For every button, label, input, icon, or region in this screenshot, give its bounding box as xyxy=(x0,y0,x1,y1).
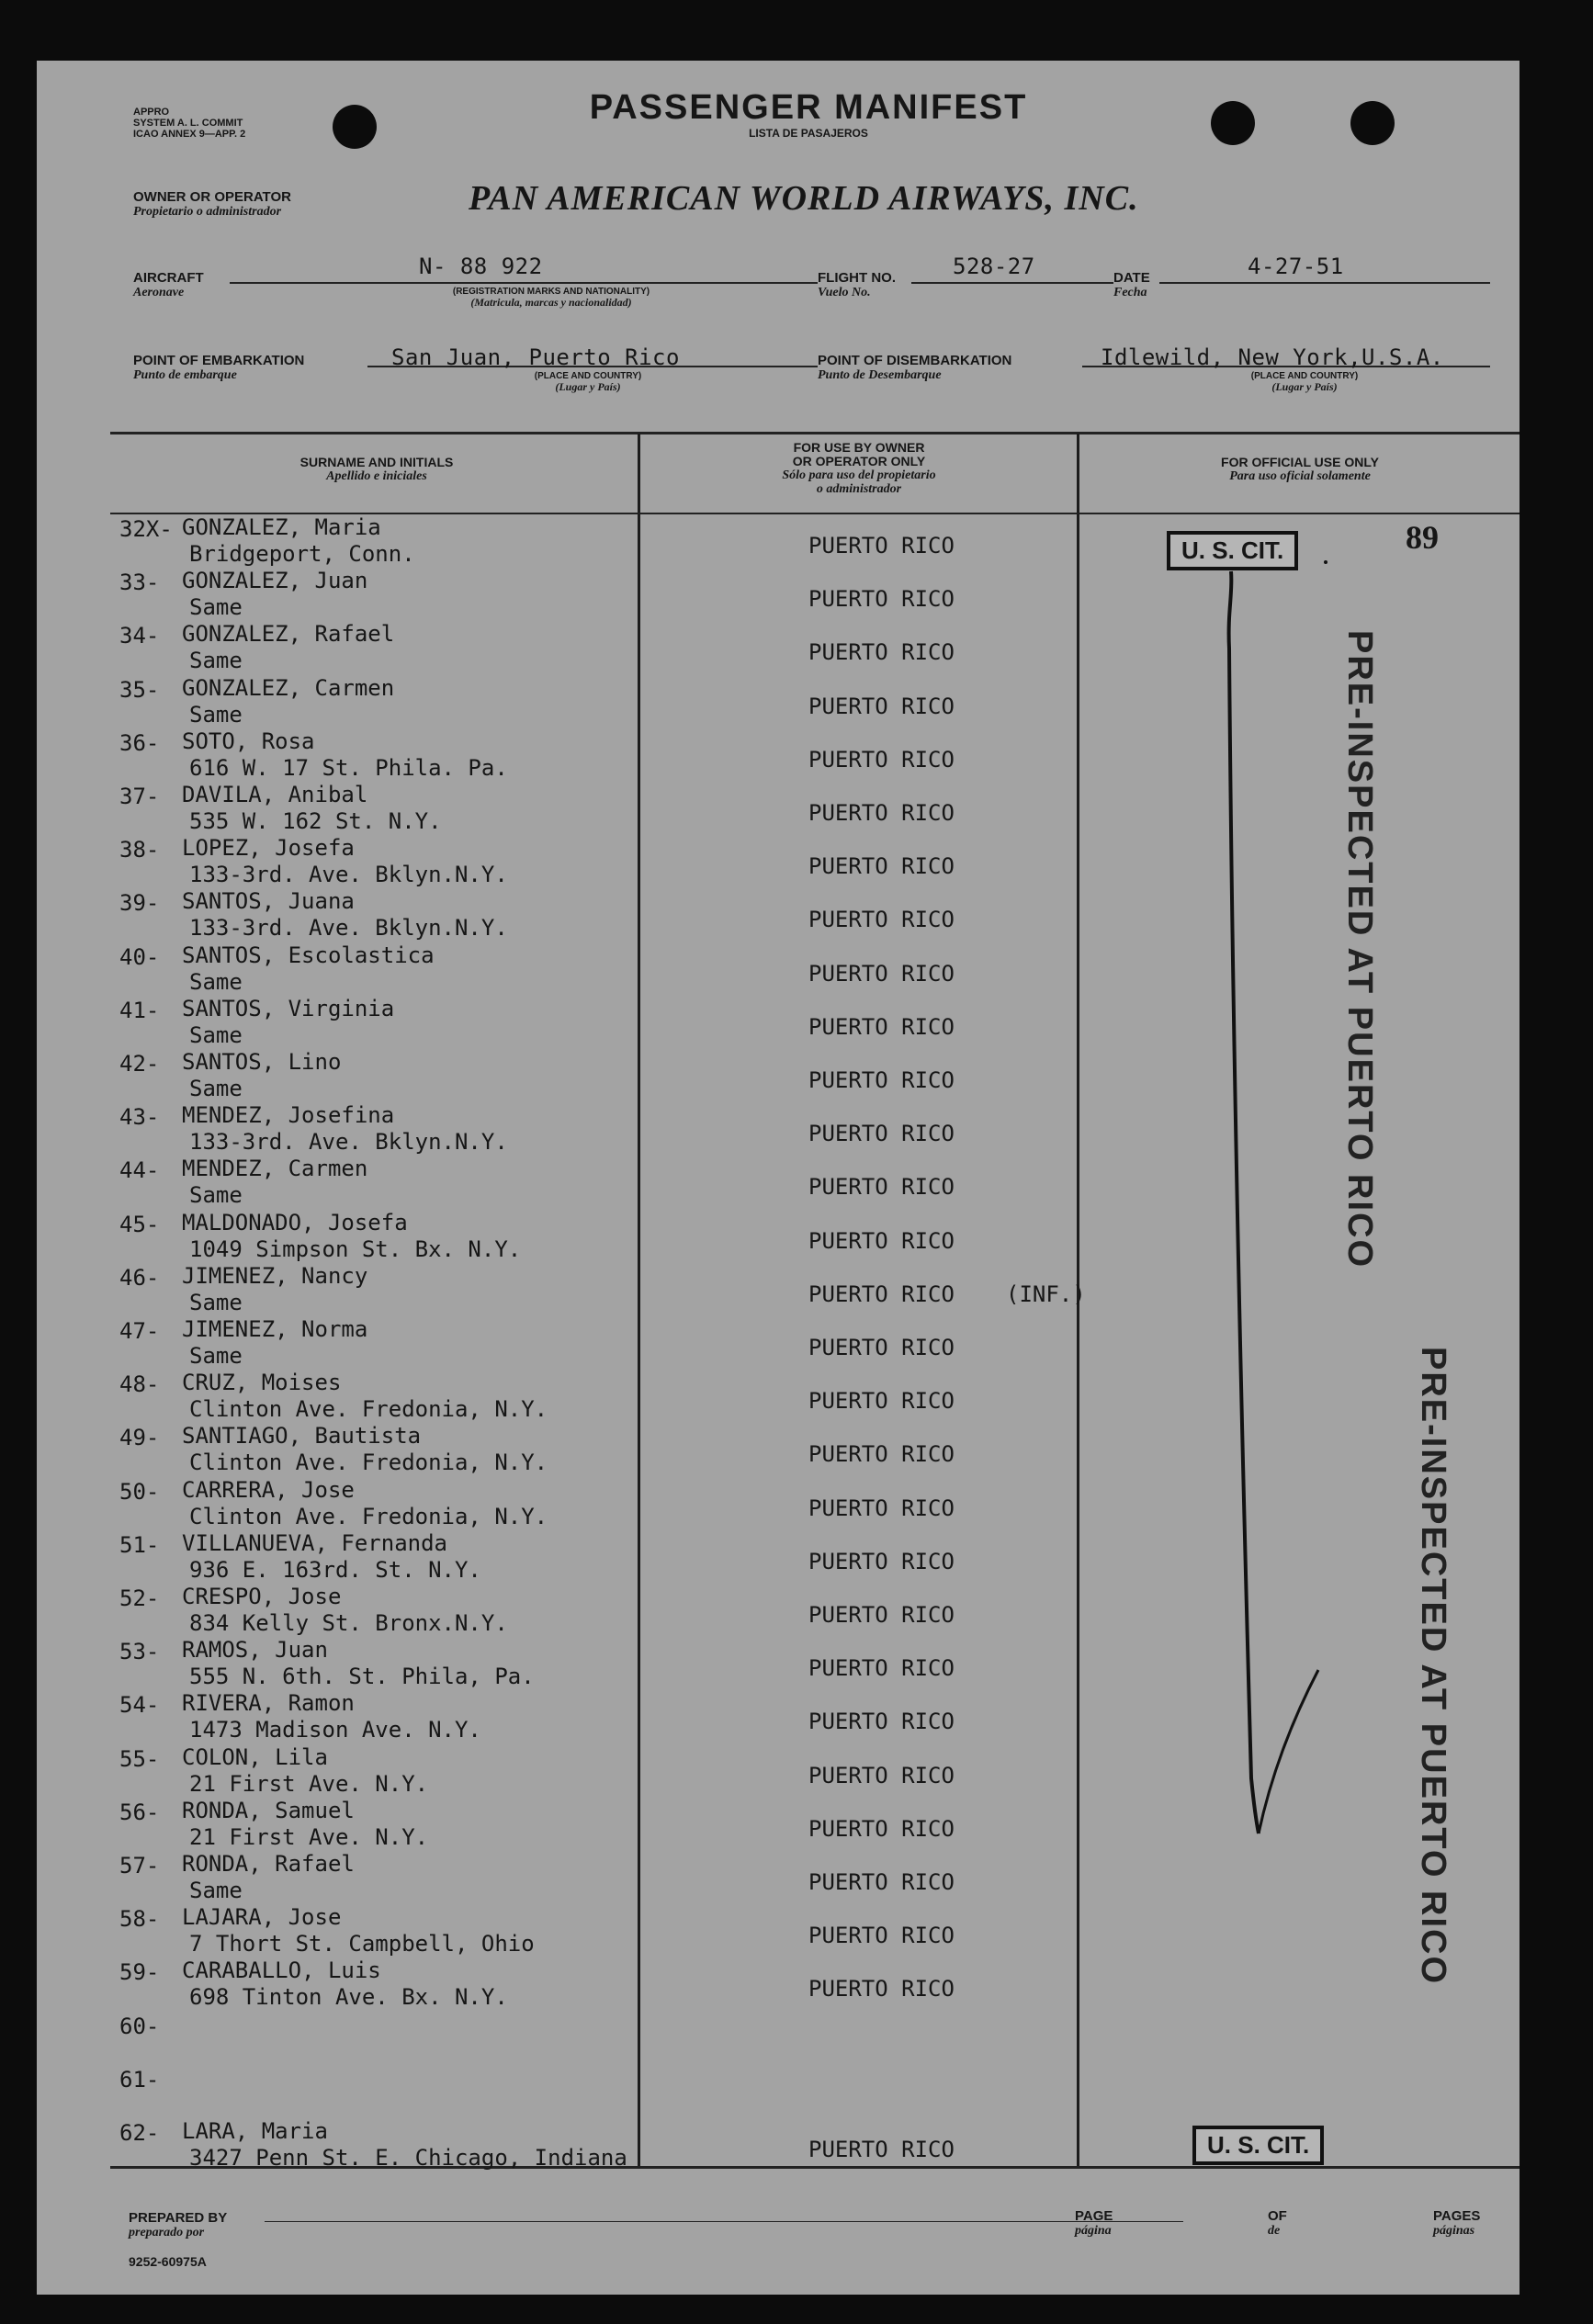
passenger-nationality: PUERTO RICO xyxy=(808,2137,955,2162)
passenger-number: 37- xyxy=(119,784,160,809)
passenger-address: Same xyxy=(189,1182,243,1209)
passenger-address: 616 W. 17 St. Phila. Pa. xyxy=(189,754,508,781)
passenger-number: 46- xyxy=(119,1264,160,1291)
passenger-address: Same xyxy=(189,968,243,995)
embark-value: San Juan, Puerto Rico xyxy=(391,344,680,370)
passenger-nationality: PUERTO RICO xyxy=(808,693,955,719)
preinspected-stamp: PRE-INSPECTED AT PUERTO RICO xyxy=(1414,1347,1452,1986)
passenger-name: GONZALEZ, Carmen xyxy=(182,674,395,701)
owner-label-es: Propietario o administrador xyxy=(133,205,282,219)
passenger-address: 535 W. 162 St. N.Y. xyxy=(189,808,442,834)
passenger-name: SANTOS, Juana xyxy=(182,888,355,915)
passenger-address: 1049 Simpson St. Bx. N.Y. xyxy=(189,1235,522,1262)
passenger-number: 38- xyxy=(119,837,160,863)
passenger-name: SANTOS, Escolastica xyxy=(182,942,435,968)
pages-label-block xyxy=(1433,2208,1480,2238)
of-label-block xyxy=(1268,2208,1287,2238)
aircraft-label: AIRCRAFT xyxy=(133,270,204,286)
passenger-nationality: PUERTO RICO xyxy=(808,1869,955,1895)
disembark-place-sub: (PLACE AND COUNTRY) xyxy=(1250,371,1359,381)
us-citizen-stamp: U. S. CIT. xyxy=(1167,531,1298,570)
passenger-name: RIVERA, Ramon xyxy=(182,1690,355,1717)
page-subtitle: LISTA DE PASAJEROS xyxy=(749,127,868,140)
passenger-address: Same xyxy=(189,701,243,728)
passenger-name: CRESPO, Jose xyxy=(182,1584,342,1609)
passenger-nationality: PUERTO RICO xyxy=(808,639,955,666)
passenger-name: GONZALEZ, Juan xyxy=(182,568,368,594)
passenger-number: 56- xyxy=(119,1799,160,1825)
disembark-label-es: Punto de Desembarque xyxy=(818,368,942,382)
pages-label: PAGES xyxy=(1433,2208,1481,2224)
prepared-line xyxy=(265,2221,1183,2222)
passenger-address: Clinton Ave. Fredonia, N.Y. xyxy=(189,1503,548,1529)
passenger-name: RONDA, Rafael xyxy=(182,1851,355,1877)
disembark-place-sub-es: (Lugar y País) xyxy=(1271,380,1338,393)
us-citizen-stamp: U. S. CIT. xyxy=(1192,2126,1324,2165)
passenger-number: 39- xyxy=(119,890,160,917)
passenger-nationality: PUERTO RICO xyxy=(808,1762,955,1788)
passenger-address: 133-3rd. Ave. Bklyn.N.Y. xyxy=(189,862,508,888)
passenger-name: MALDONADO, Josefa xyxy=(182,1209,408,1235)
official-count: 89 xyxy=(1406,519,1439,556)
passenger-name: CRUZ, Moises xyxy=(182,1370,342,1396)
flight-value: 528-27 xyxy=(953,254,1035,279)
passenger-address: Clinton Ave. Fredonia, N.Y. xyxy=(189,1396,548,1423)
passenger-name: LOPEZ, Josefa xyxy=(182,835,355,862)
passenger-name: CARRERA, Jose xyxy=(182,1476,355,1503)
passenger-name: GONZALEZ, Rafael xyxy=(182,621,395,648)
prepared-label-es: preparado por xyxy=(129,2226,205,2239)
page-label: PAGE xyxy=(1075,2208,1113,2224)
flight-label: FLIGHT NO. xyxy=(818,270,896,286)
aircraft-sub: (REGISTRATION MARKS AND NATIONALITY) xyxy=(452,287,650,297)
passenger-nationality: PUERTO RICO xyxy=(808,1709,955,1735)
passenger-address: Same xyxy=(189,1289,243,1315)
passenger-address: Same xyxy=(189,1021,243,1048)
passenger-nationality: PUERTO RICO xyxy=(808,586,955,613)
passenger-address: 698 Tinton Ave. Bx. N.Y. xyxy=(189,1984,508,2011)
passenger-nationality: PUERTO RICO xyxy=(808,1121,955,1147)
passenger-name: SANTOS, Virginia xyxy=(182,995,395,1021)
passenger-number: 48- xyxy=(119,1371,160,1398)
passenger-nationality: PUERTO RICO xyxy=(808,1335,955,1360)
passenger-nationality: PUERTO RICO xyxy=(808,853,955,880)
passenger-number: 59- xyxy=(119,1959,160,1986)
passenger-number: 62- xyxy=(119,2120,160,2146)
passenger-address: Bridgeport, Conn. xyxy=(189,541,415,567)
passenger-number: 32X- xyxy=(119,516,173,542)
passenger-name: RAMOS, Juan xyxy=(182,1637,328,1664)
manifest-sheet xyxy=(37,61,1520,2295)
passenger-name: COLON, Lila xyxy=(182,1743,328,1770)
date-value: 4-27-51 xyxy=(1248,254,1344,279)
passenger-nationality: PUERTO RICO xyxy=(808,1976,955,2002)
prepared-label: PREPARED BY xyxy=(129,2210,228,2226)
passenger-nationality: PUERTO RICO xyxy=(808,1013,955,1040)
passenger-number: 47- xyxy=(119,1318,160,1344)
embark-place-sub-es: (Lugar y País) xyxy=(555,380,621,393)
passenger-number: 61- xyxy=(119,2066,160,2093)
page-title: PASSENGER MANIFEST xyxy=(589,88,1028,127)
passenger-number: 45- xyxy=(119,1211,160,1237)
col-surname-title-es: Apellido e iniciales xyxy=(326,469,427,483)
passenger-address: Same xyxy=(189,1076,243,1101)
passenger-note: (INF.) xyxy=(1006,1280,1086,1307)
embark-label: POINT OF EMBARKATION xyxy=(133,353,305,368)
date-label-es: Fecha xyxy=(1113,286,1147,299)
passenger-nationality: PUERTO RICO xyxy=(808,1227,955,1254)
owner-value: PAN AMERICAN WORLD AIRWAYS, INC. xyxy=(469,179,1139,218)
passenger-address: 1473 Madison Ave. N.Y. xyxy=(189,1717,481,1743)
passenger-address: Same xyxy=(189,594,243,621)
passenger-number: 41- xyxy=(119,997,160,1023)
passenger-address: 133-3rd. Ave. Bklyn.N.Y. xyxy=(189,915,508,942)
passenger-number: 57- xyxy=(119,1853,160,1878)
passenger-nationality: PUERTO RICO xyxy=(808,1441,955,1468)
passenger-nationality: PUERTO RICO xyxy=(808,1495,955,1521)
passenger-number: 33- xyxy=(119,570,160,596)
passenger-address: Same xyxy=(189,1878,243,1903)
preinspected-stamp: PRE-INSPECTED AT PUERTO RICO xyxy=(1340,630,1379,1269)
passenger-nationality: PUERTO RICO xyxy=(808,1602,955,1628)
passenger-name: MENDEZ, Carmen xyxy=(182,1156,368,1182)
pages-label-es: páginas xyxy=(1433,2224,1475,2238)
passenger-nationality: PUERTO RICO xyxy=(808,746,955,773)
passenger-address: 7 Thort St. Campbell, Ohio xyxy=(189,1931,535,1957)
passenger-name: RONDA, Samuel xyxy=(182,1797,355,1823)
of-label-es: de xyxy=(1268,2224,1281,2238)
passenger-number: 50- xyxy=(119,1478,160,1505)
aircraft-value: N- 88 922 xyxy=(419,254,543,279)
date-label: DATE xyxy=(1113,270,1150,286)
col-official-title: FOR OFFICIAL USE ONLY xyxy=(1221,455,1379,469)
passenger-name: SOTO, Rosa xyxy=(182,728,315,754)
aircraft-label-es: Aeronave xyxy=(133,286,185,299)
passenger-number: 55- xyxy=(119,1745,160,1772)
passenger-name: JIMENEZ, Norma xyxy=(182,1316,368,1342)
passenger-nationality: PUERTO RICO xyxy=(808,1923,955,1949)
page-label-es: página xyxy=(1075,2224,1112,2238)
passenger-nationality: PUERTO RICO xyxy=(808,960,955,987)
prepared-by-block xyxy=(129,2210,227,2239)
passenger-name: VILLANUEVA, Fernanda xyxy=(182,1529,447,1556)
col-operator-title-es-2: o administrador xyxy=(816,482,902,496)
passenger-number: 36- xyxy=(119,729,160,756)
passenger-name: DAVILA, Anibal xyxy=(182,782,368,807)
passenger-nationality: PUERTO RICO xyxy=(808,1548,955,1574)
passenger-number: 60- xyxy=(119,2013,160,2039)
passenger-name: CARABALLO, Luis xyxy=(182,1957,381,1984)
approval-line: APPRO xyxy=(133,107,170,118)
passenger-address: 936 E. 163rd. St. N.Y. xyxy=(189,1556,481,1583)
passenger-number: 35- xyxy=(119,676,160,703)
passenger-number: 58- xyxy=(119,1906,160,1933)
flight-label-es: Vuelo No. xyxy=(818,286,871,299)
passenger-address: Same xyxy=(189,648,243,674)
passenger-nationality: PUERTO RICO xyxy=(808,1280,955,1307)
passenger-number: 43- xyxy=(119,1104,160,1131)
col-official-title-es: Para uso oficial solamente xyxy=(1229,469,1371,483)
passenger-nationality: PUERTO RICO xyxy=(808,1655,955,1682)
passenger-address: 133-3rd. Ave. Bklyn.N.Y. xyxy=(189,1129,508,1156)
of-label: OF xyxy=(1268,2208,1287,2224)
passenger-address: 3427 Penn St. E. Chicago, Indiana xyxy=(189,2145,627,2171)
passenger-nationality: PUERTO RICO xyxy=(808,1067,955,1093)
passenger-nationality: PUERTO RICO xyxy=(808,1174,955,1201)
page-label-block xyxy=(1075,2208,1113,2238)
form-number: 9252-60975A xyxy=(129,2254,207,2269)
embark-place-sub: (PLACE AND COUNTRY) xyxy=(534,371,642,381)
col-operator-title-es: Sólo para uso del propietario xyxy=(782,468,936,482)
passenger-name: GONZALEZ, Maria xyxy=(182,514,381,540)
passenger-name: JIMENEZ, Nancy xyxy=(182,1262,368,1289)
aircraft-sub-es: (Matricula, marcas y nacionalidad) xyxy=(470,296,632,309)
passenger-nationality: PUERTO RICO xyxy=(808,1815,955,1842)
passenger-number: 54- xyxy=(119,1692,160,1719)
disembark-value: Idlewild, New York,U.S.A. xyxy=(1101,344,1444,370)
col-surname-title: SURNAME AND INITIALS xyxy=(299,455,454,469)
passenger-name: SANTOS, Lino xyxy=(182,1049,342,1075)
passenger-address: 834 Kelly St. Bronx.N.Y. xyxy=(189,1610,508,1636)
passenger-nationality: PUERTO RICO xyxy=(808,1388,955,1415)
approval-line: ICAO ANNEX 9—APP. 2 xyxy=(133,129,246,140)
passenger-name: LARA, Maria xyxy=(182,2118,328,2144)
passenger-name: LAJARA, Jose xyxy=(182,1904,342,1931)
passenger-number: 52- xyxy=(119,1585,160,1611)
passenger-address: Same xyxy=(189,1343,243,1369)
passenger-address: 21 First Ave. N.Y. xyxy=(189,1823,429,1850)
passenger-nationality: PUERTO RICO xyxy=(808,800,955,826)
col-operator-title-2: OR OPERATOR ONLY xyxy=(792,454,926,468)
passenger-number: 53- xyxy=(119,1639,160,1665)
passenger-nationality: PUERTO RICO xyxy=(808,533,955,558)
passenger-name: MENDEZ, Josefina xyxy=(182,1102,395,1129)
official-check-mark xyxy=(37,61,1520,2295)
passenger-name: SANTIAGO, Bautista xyxy=(182,1423,422,1450)
passenger-nationality: PUERTO RICO xyxy=(808,907,955,933)
passenger-number: 40- xyxy=(119,943,160,970)
passenger-address: 555 N. 6th. St. Phila, Pa. xyxy=(189,1664,535,1690)
owner-label: OWNER OR OPERATOR xyxy=(133,189,291,205)
passenger-address: 21 First Ave. N.Y. xyxy=(189,1770,429,1797)
passenger-number: 51- xyxy=(119,1531,160,1558)
passenger-address: Clinton Ave. Fredonia, N.Y. xyxy=(189,1450,548,1476)
passenger-number: 34- xyxy=(119,623,160,649)
disembark-label: POINT OF DISEMBARKATION xyxy=(818,353,1012,368)
col-operator-title: FOR USE BY OWNER xyxy=(793,440,925,455)
passenger-number: 49- xyxy=(119,1425,160,1451)
approval-line: SYSTEM A. L. COMMIT xyxy=(133,118,243,129)
passenger-number: 44- xyxy=(119,1157,160,1184)
embark-label-es: Punto de embarque xyxy=(133,368,237,382)
passenger-number: 42- xyxy=(119,1051,160,1077)
